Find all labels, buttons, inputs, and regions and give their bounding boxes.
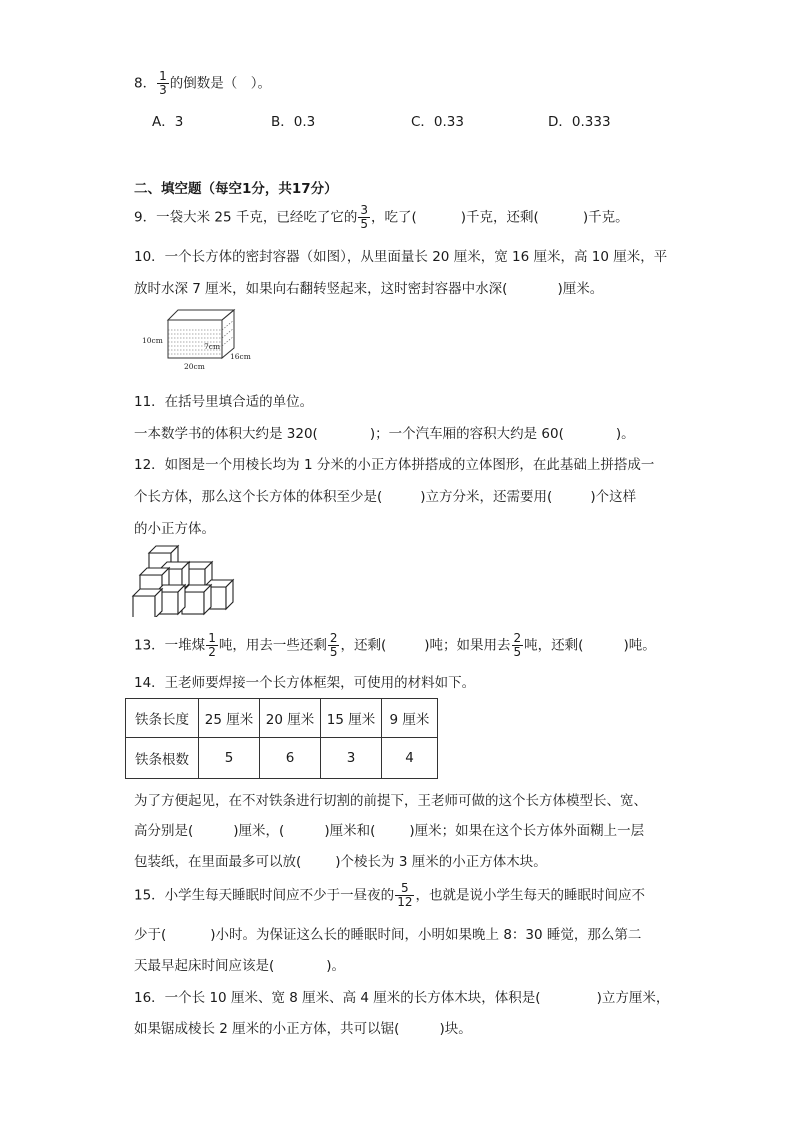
question-14-line2: 为了方便起见，在不对铁条进行切割的前提下，王老师可做的这个长方体模型长、宽、 bbox=[134, 793, 647, 809]
table-row: 铁条长度 25 厘米 20 厘米 15 厘米 9 厘米 bbox=[126, 699, 438, 738]
option-a: A．3 bbox=[152, 114, 184, 130]
question-15-line1: 15．小学生每天睡眠时间应不少于一昼夜的 $\frac{5}{12}$ ，也就是说小学生每天的睡眠时间应不 bbox=[134, 881, 645, 909]
cube-stack-figure bbox=[130, 542, 240, 617]
fraction: $\frac{2}{5}$ bbox=[513, 631, 522, 659]
fraction: $\frac{1}{2}$ bbox=[208, 631, 216, 659]
height-label: 10cm bbox=[142, 336, 163, 345]
length-label: 20cm bbox=[184, 362, 205, 371]
question-16-line2: 如果锯成棱长 2 厘米的小正方体，共可以锯( )块。 bbox=[134, 1021, 472, 1037]
question-14-line3: 高分别是( )厘米，( )厘米和( )厘米；如果在这个长方体外面糊上一层 bbox=[134, 823, 645, 839]
fraction: $\frac{5}{12}$ bbox=[397, 881, 413, 909]
question-12-line3: 的小正方体。 bbox=[134, 521, 215, 537]
materials-table bbox=[125, 698, 438, 779]
question-10-line1: 10．一个长方体的密封容器（如图），从里面量长 20 厘米，宽 16 厘米，高 10 厘米，平 bbox=[134, 249, 668, 265]
question-10-line2: 放时水深 7 厘米，如果向右翻转竖起来，这时密封容器中水深( )厘米。 bbox=[134, 281, 604, 297]
question-15-line3: 天最早起床时间应该是( )。 bbox=[134, 958, 346, 974]
fraction: $\frac{2}{5}$ bbox=[329, 631, 338, 659]
option-c: C．0.33 bbox=[411, 114, 464, 130]
fraction: $\frac{1}{3}$ bbox=[159, 69, 167, 97]
question-14-line1: 14．王老师要焊接一个长方体框架，可使用的材料如下。 bbox=[134, 675, 476, 691]
question-12-line2: 个长方体，那么这个长方体的体积至少是( )立方分米，还需要用( )个这样 bbox=[134, 489, 637, 505]
section-title: 二、填空题（每空1分，共17分） bbox=[134, 181, 338, 197]
question-14-line4: 包装纸，在里面最多可以放( )个棱长为 3 厘米的小正方体木块。 bbox=[134, 854, 547, 870]
width-label: 16cm bbox=[230, 352, 251, 361]
option-b: B．0.3 bbox=[271, 114, 316, 130]
question-12-line1: 12．如图是一个用棱长均为 1 分米的小正方体拼搭成的立体图形，在此基础上拼搭成一 bbox=[134, 457, 655, 473]
water-depth-label: 7cm bbox=[204, 342, 221, 351]
container-figure bbox=[140, 306, 270, 372]
question-15-line2: 少于( )小时。为保证这么长的睡眠时间，小明如果晚上 8：30 睡觉，那么第二 bbox=[134, 927, 642, 943]
question-9: 9．一袋大米 25 千克，已经吃了它的 $\frac{3}{5}$ ，吃了( )千克，还剩( )千克。 bbox=[134, 203, 629, 231]
question-11-line1: 11．在括号里填合适的单位。 bbox=[134, 394, 314, 410]
question-8: 8． $\frac{1}{3}$ 的倒数是（ ）。 bbox=[134, 69, 271, 97]
option-d: D．0.333 bbox=[548, 114, 611, 130]
question-16-line1: 16．一个长 10 厘米、宽 8 厘米、高 4 厘米的长方体木块，体积是( )立方厘米， bbox=[134, 990, 670, 1006]
fraction: $\frac{3}{5}$ bbox=[360, 203, 368, 231]
question-13: 13．一堆煤 $\frac{1}{2}$ 吨，用去一些还剩 $\frac{2}{5}$ ，还剩( )吨；如果用去 $\frac{2}{5}$ 吨，还剩( )吨。 bbox=[134, 631, 656, 659]
question-11-line2: 一本数学书的体积大约是 320( )；一个汽车厢的容积大约是 60( )。 bbox=[134, 426, 635, 442]
table-row: 铁条根数 5 6 3 4 bbox=[126, 738, 438, 779]
